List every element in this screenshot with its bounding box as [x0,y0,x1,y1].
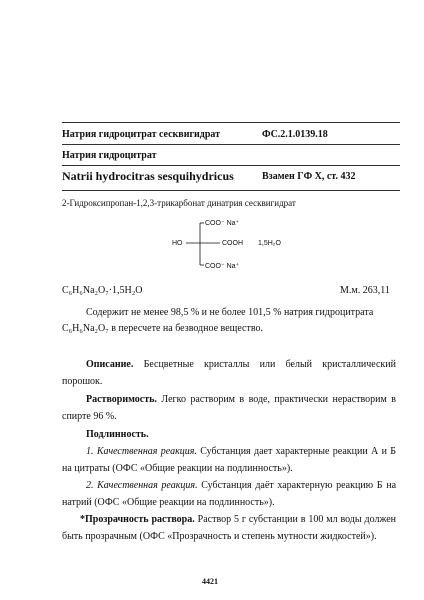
title-ru: Натрия гидроцитрат сесквигидрат [62,129,221,140]
identity-item-1-text: Субстанция дает характерные реакции А и Б на цитраты (ОФС «Общие реакции на подлинность»). [62,446,397,474]
replaces-note: Взамен ГФ X, ст. 432 [262,171,356,182]
molecular-mass: М.м. 263,11 [340,285,390,296]
structure-hydroxyl: HO [172,240,183,247]
transparency-paragraph [62,512,396,545]
latin-name: Natrii hydrocitras sesquihydricus [62,169,234,183]
header-top-rule [62,122,400,123]
content-line-1: Содержит не менее 98,5 % и не более 101,5 % натрия гидроцитрата [86,307,374,318]
description-label: Описание. [86,359,134,370]
description-paragraph [62,357,396,390]
identity-item-1-label: 1. Качественная реакция. [86,446,197,457]
molecular-formula: C₆H₆Na₂O₇·1,5H₂O [62,285,143,296]
description-text: Бесцветные кристаллы или белый кристаллический порошок. [62,359,396,387]
structure-bottom-group: COO⁻ Na⁺ [205,263,240,270]
page-number: 4421 [202,577,218,586]
header-rule-2 [62,165,400,166]
alt-name: Натрия гидроцитрат [62,150,157,161]
solubility-label: Растворимость. [86,394,157,405]
iupac-name: 2-Гидроксипропан-1,2,3-трикарбонат динатрия сесквигидрат [62,198,296,208]
structure-carboxyl: COOH [222,240,243,247]
content-line-2: C₆H₆Na₂O₇ в пересчете на безводное вещество. [62,323,264,334]
fs-code: ФС.2.1.0139.18 [262,129,328,140]
solubility-text: Легко растворим в воде, практически нерастворим в спирте 96 %. [62,394,396,422]
transparency-label: *Прозрачность раствора. [80,514,195,525]
header-bottom-rule [62,190,400,191]
identity-heading [62,427,396,444]
structure-top-group: COO⁻ Na⁺ [205,220,240,227]
identity-item-2-label: 2. Качественная реакция. [86,480,198,491]
identity-item-2-text: Субстанция даёт характерную реакцию Б на натрий (ОФС «Общие реакции на подлинность»). [62,480,397,508]
solubility-paragraph [62,392,396,425]
identity-item-1 [62,444,396,477]
identity-item-2 [62,478,396,511]
header-rule-1 [62,144,400,145]
identity-label: Подлинность. [86,429,149,440]
structure-hydrate: 1,5H₂O [258,240,281,247]
transparency-text: Раствор 5 г субстанции в 100 мл воды должен быть прозрачным (ОФС «Прозрачность и степень мутности жидкостей»). [62,514,397,542]
